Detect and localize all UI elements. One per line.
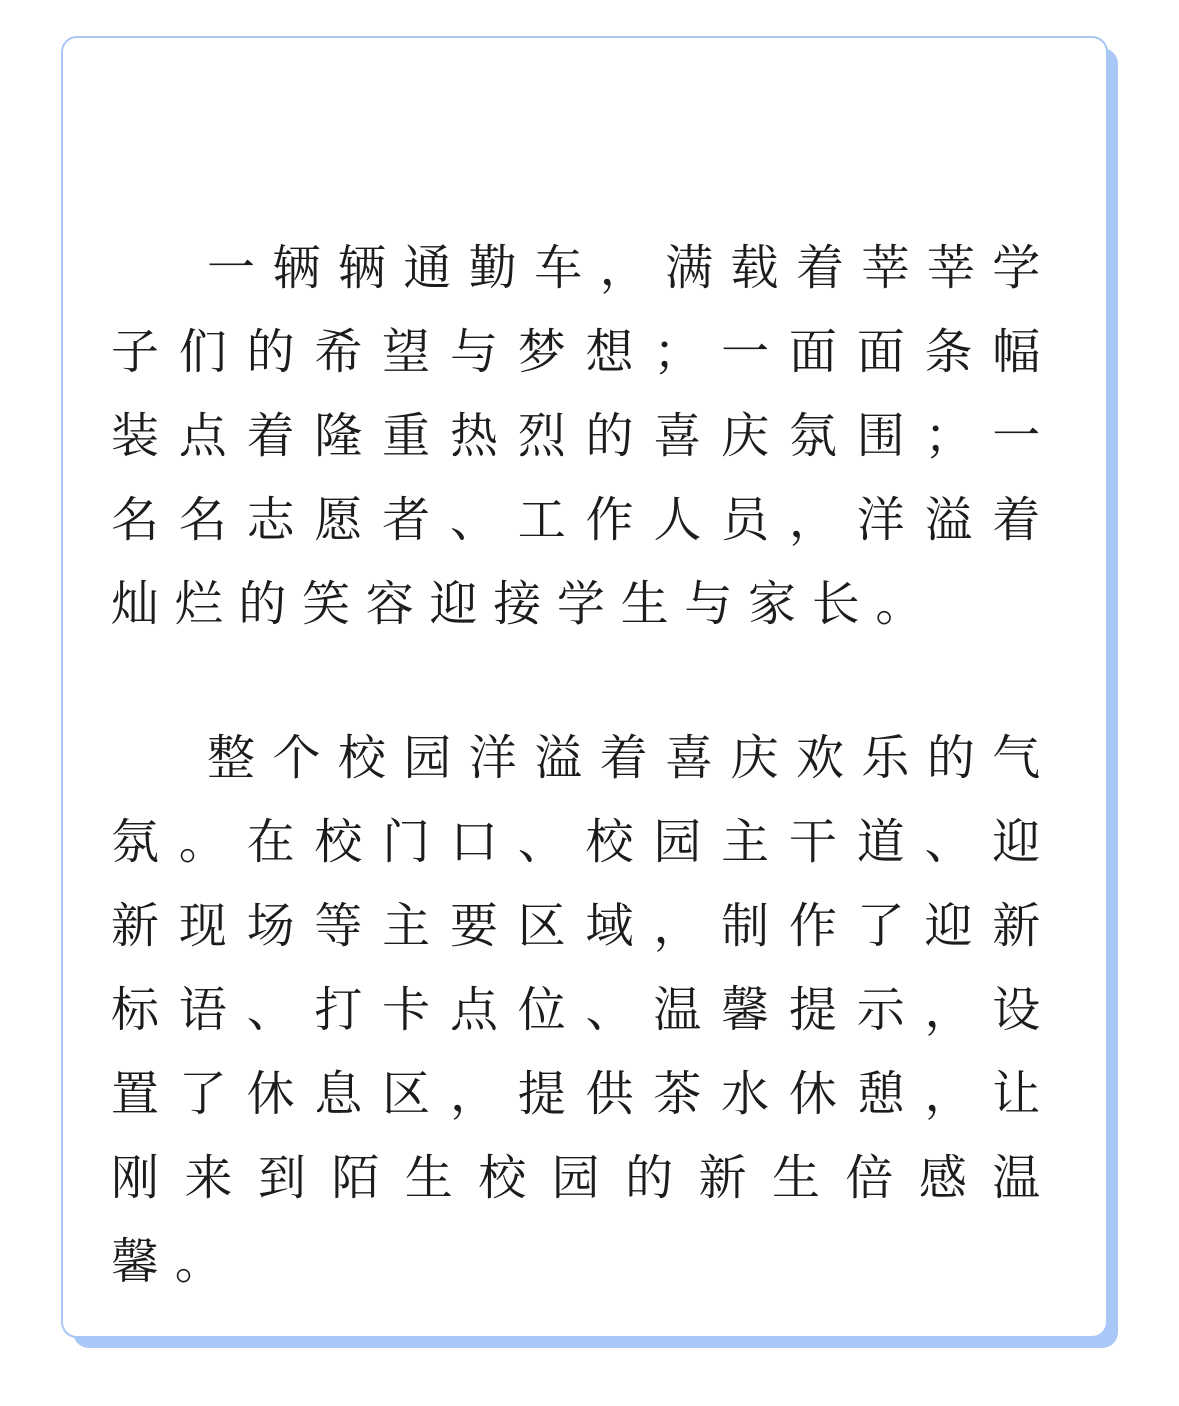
paragraph-2: 整个校园洋溢着喜庆欢乐的气氛。在校门口、校园主干道、迎新现场等主要区域，制作了迎新标语、打卡点位、温馨提示，设置了休息区，提供茶水休憩，让刚来到陌生校园的新生倍感温馨。 [111, 730, 1056, 1290]
article-card [61, 36, 1118, 1348]
paragraph-1: 一辆辆通勤车，满载着莘莘学子们的希望与梦想；一面面条幅装点着隆重热烈的喜庆氛围；一名名志愿者、工作人员，洋溢着灿烂的笑容迎接学生与家长。 [111, 240, 1056, 632]
card-body [61, 36, 1108, 1338]
